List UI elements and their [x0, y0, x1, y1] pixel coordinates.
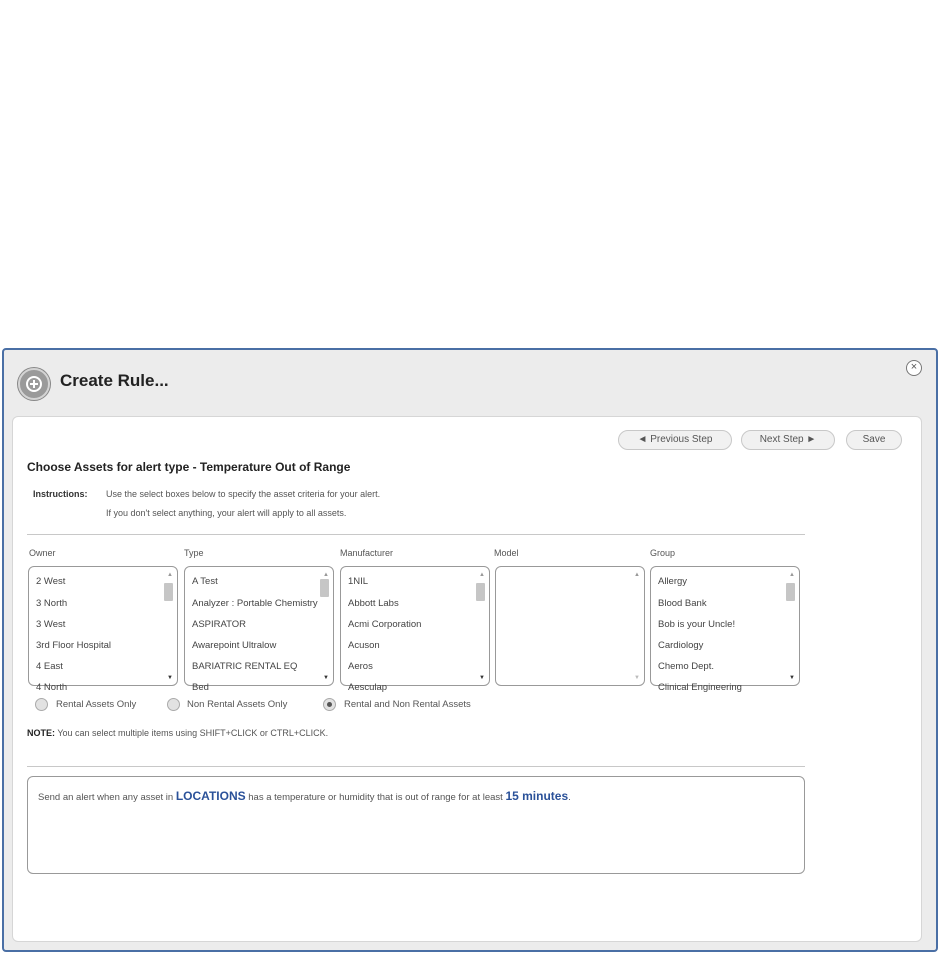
list-item[interactable]: Chemo Dept.: [658, 661, 714, 672]
note-text: [27, 728, 328, 738]
locations-link[interactable]: LOCATIONS: [175, 789, 246, 803]
divider: [27, 766, 805, 767]
instructions-line-2: If you don't select anything, your alert will apply to all assets.: [106, 508, 347, 518]
scroll-up-icon[interactable]: ▲: [167, 572, 173, 578]
rule-summary-text: [38, 789, 571, 803]
list-item[interactable]: ASPIRATOR: [192, 619, 247, 630]
model-label: Model: [494, 548, 519, 558]
divider: [27, 534, 805, 535]
list-item[interactable]: Allergy: [658, 576, 688, 587]
list-item[interactable]: 4 North: [36, 682, 68, 693]
rental-and-non-rental-radio[interactable]: [323, 698, 336, 711]
close-icon[interactable]: ×: [906, 360, 922, 376]
plus-circle-icon: [18, 368, 50, 400]
list-item[interactable]: Aeros: [348, 661, 373, 672]
rule-summary-box[interactable]: [27, 776, 805, 874]
list-item[interactable]: Bob is your Uncle!: [658, 619, 736, 630]
list-item[interactable]: Aesculap: [348, 682, 388, 693]
summary-part-1: Send an alert when any asset in: [38, 792, 174, 803]
list-item[interactable]: BARIATRIC RENTAL EQ: [192, 661, 298, 672]
group-label: Group: [650, 548, 676, 558]
list-item[interactable]: 3 West: [36, 619, 66, 630]
dialog-title: Create Rule...: [60, 371, 169, 390]
scroll-down-icon[interactable]: ▼: [789, 675, 795, 681]
group-select[interactable]: [650, 566, 800, 693]
scroll-up-icon[interactable]: ▲: [479, 572, 485, 578]
instructions-label: Instructions:: [33, 489, 88, 499]
list-item[interactable]: A Test: [192, 576, 218, 587]
scrollbar-thumb[interactable]: [164, 583, 173, 601]
owner-label: Owner: [29, 548, 56, 558]
model-select[interactable]: [495, 566, 645, 686]
list-item[interactable]: Acmi Corporation: [348, 619, 422, 630]
list-item[interactable]: 1NIL: [348, 576, 369, 587]
rental-only-radio[interactable]: [35, 698, 48, 711]
manufacturer-select[interactable]: [340, 566, 490, 693]
instructions-line-1: Use the select boxes below to specify the asset criteria for your alert.: [106, 489, 381, 499]
list-item[interactable]: Cardiology: [658, 640, 704, 651]
scroll-down-icon[interactable]: ▼: [167, 675, 173, 681]
non-rental-only-radio[interactable]: [167, 698, 180, 711]
previous-step-button[interactable]: ◄ Previous Step: [618, 430, 732, 450]
scroll-up-icon[interactable]: ▲: [323, 572, 329, 578]
list-item[interactable]: Awarepoint Ultralow: [192, 640, 277, 651]
scroll-up-icon[interactable]: ▲: [634, 572, 640, 578]
rental-only-label[interactable]: Rental Assets Only: [56, 699, 137, 710]
list-item[interactable]: 4 East: [36, 661, 63, 672]
list-item[interactable]: Acuson: [348, 640, 380, 651]
scroll-up-icon[interactable]: ▲: [789, 572, 795, 578]
manufacturer-label: Manufacturer: [340, 548, 394, 558]
scroll-down-icon[interactable]: ▼: [479, 675, 485, 681]
list-item[interactable]: Analyzer : Portable Chemistry: [192, 598, 318, 609]
owner-select[interactable]: [28, 566, 178, 693]
scrollbar-thumb[interactable]: [320, 579, 329, 597]
list-item[interactable]: Bed: [192, 682, 209, 693]
note-label: NOTE:: [27, 728, 55, 738]
type-label: Type: [184, 548, 204, 558]
list-item[interactable]: 2 West: [36, 576, 66, 587]
scrollbar-thumb[interactable]: [786, 583, 795, 601]
list-item[interactable]: Clinical Engineering: [658, 682, 742, 693]
scrollbar-thumb[interactable]: [476, 583, 485, 601]
duration-link[interactable]: 15 minutes: [505, 789, 569, 803]
summary-end: .: [568, 792, 571, 803]
scroll-down-icon[interactable]: ▼: [323, 675, 329, 681]
summary-part-2: has a temperature or humidity that is out of range for at least: [248, 792, 503, 803]
list-item[interactable]: Blood Bank: [658, 598, 707, 609]
save-button[interactable]: Save: [846, 430, 902, 450]
type-select[interactable]: [184, 566, 334, 693]
scroll-down-icon[interactable]: ▼: [634, 675, 640, 681]
section-heading: Choose Assets for alert type - Temperature Out of Range: [27, 460, 351, 474]
note-body: You can select multiple items using SHIFT+CLICK or CTRL+CLICK.: [57, 728, 329, 738]
list-item[interactable]: 3rd Floor Hospital: [36, 640, 111, 651]
list-item[interactable]: Abbott Labs: [348, 598, 399, 609]
rental-and-non-rental-label[interactable]: Rental and Non Rental Assets: [344, 699, 471, 710]
list-item[interactable]: 3 North: [36, 598, 68, 609]
next-step-button[interactable]: Next Step ►: [741, 430, 835, 450]
non-rental-only-label[interactable]: Non Rental Assets Only: [187, 699, 288, 710]
